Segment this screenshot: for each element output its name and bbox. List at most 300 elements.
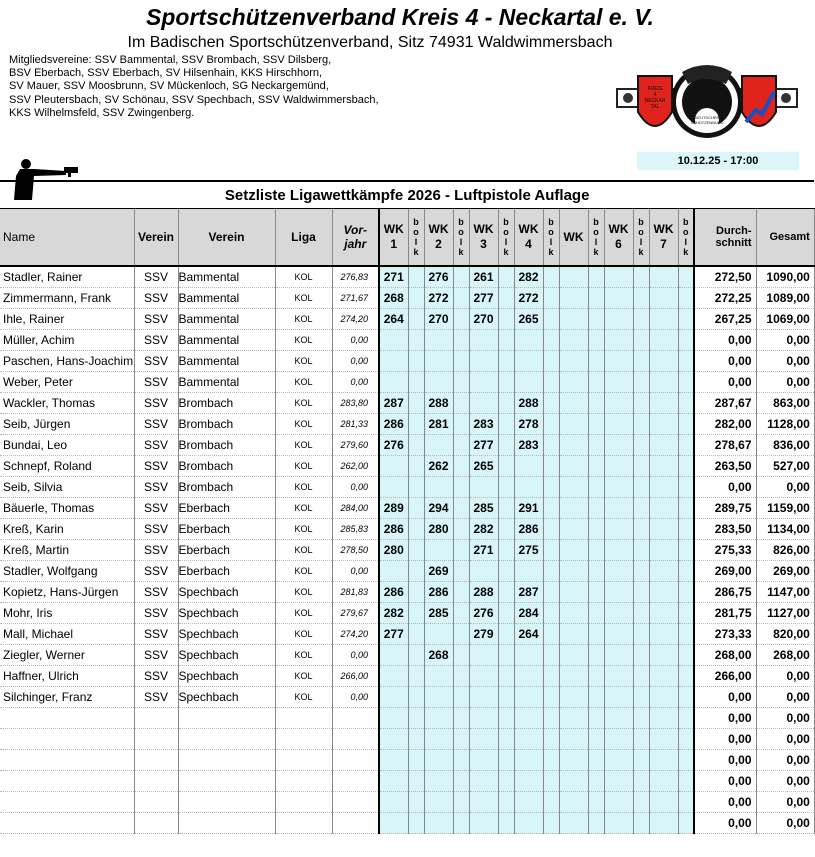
score-wk-4 xyxy=(514,477,543,498)
score-wk-7 xyxy=(649,309,678,330)
bolk-cell xyxy=(408,540,424,561)
header-bolk-letter: o xyxy=(638,227,644,237)
previous-year-avg: 283,80 xyxy=(332,393,379,414)
score-wk-3: 270 xyxy=(469,309,498,330)
score-wk-3: 282 xyxy=(469,519,498,540)
bolk-cell xyxy=(588,813,604,834)
score-wk-5 xyxy=(559,750,588,771)
bolk-cell xyxy=(408,750,424,771)
score-wk-6 xyxy=(604,750,633,771)
bolk-cell xyxy=(498,750,514,771)
club-name: Bammental xyxy=(178,351,275,372)
previous-year-avg: 0,00 xyxy=(332,372,379,393)
league: KOL xyxy=(275,288,332,309)
bolk-cell xyxy=(543,330,559,351)
total: 0,00 xyxy=(756,330,814,351)
shooter-name xyxy=(0,771,134,792)
score-wk-7 xyxy=(649,288,678,309)
table-row xyxy=(0,435,814,456)
score-wk-2 xyxy=(424,372,453,393)
score-wk-7 xyxy=(649,266,678,288)
bolk-cell xyxy=(588,330,604,351)
score-wk-7 xyxy=(649,414,678,435)
score-wk-5 xyxy=(559,771,588,792)
bolk-cell xyxy=(453,498,469,519)
bolk-cell xyxy=(498,540,514,561)
header-wk-5 xyxy=(559,209,588,267)
bolk-cell xyxy=(408,266,424,288)
bolk-cell xyxy=(543,435,559,456)
score-wk-6 xyxy=(604,330,633,351)
score-wk-4 xyxy=(514,771,543,792)
bolk-cell xyxy=(453,792,469,813)
score-wk-1: 286 xyxy=(379,519,408,540)
bolk-cell xyxy=(678,477,694,498)
bolk-cell xyxy=(588,288,604,309)
score-wk-7 xyxy=(649,666,678,687)
score-wk-2: 285 xyxy=(424,603,453,624)
score-wk-6 xyxy=(604,792,633,813)
logo-text: NECKAR xyxy=(644,98,666,104)
total: 0,00 xyxy=(756,351,814,372)
bolk-cell xyxy=(588,582,604,603)
table-row xyxy=(0,477,814,498)
club-prefix: SSV xyxy=(134,498,178,519)
previous-year-avg: 278,50 xyxy=(332,540,379,561)
score-wk-6 xyxy=(604,624,633,645)
score-wk-5 xyxy=(559,330,588,351)
bolk-cell xyxy=(633,729,649,750)
club-prefix: SSV xyxy=(134,540,178,561)
bolk-cell xyxy=(588,393,604,414)
score-wk-4: 275 xyxy=(514,540,543,561)
score-wk-3 xyxy=(469,729,498,750)
bolk-cell xyxy=(543,456,559,477)
header-wk-label: WK xyxy=(608,222,629,236)
score-wk-1 xyxy=(379,561,408,582)
score-wk-1 xyxy=(379,792,408,813)
score-wk-6 xyxy=(604,288,633,309)
bolk-cell xyxy=(408,288,424,309)
score-wk-1 xyxy=(379,372,408,393)
score-wk-1 xyxy=(379,645,408,666)
bolk-cell xyxy=(633,792,649,813)
bolk-cell xyxy=(453,666,469,687)
bolk-cell xyxy=(678,519,694,540)
bolk-cell xyxy=(453,414,469,435)
score-wk-1 xyxy=(379,351,408,372)
logo-text: 4 xyxy=(653,92,657,98)
club-prefix: SSV xyxy=(134,309,178,330)
bolk-cell xyxy=(453,624,469,645)
bolk-cell xyxy=(453,708,469,729)
bolk-cell xyxy=(678,498,694,519)
shooter-name: Kopietz, Hans-Jürgen xyxy=(0,582,134,603)
shooter-name xyxy=(0,750,134,771)
score-wk-5 xyxy=(559,414,588,435)
average: 289,75 xyxy=(694,498,756,519)
club-prefix: SSV xyxy=(134,288,178,309)
table-row xyxy=(0,792,814,813)
score-wk-2: 280 xyxy=(424,519,453,540)
total: 0,00 xyxy=(756,477,814,498)
bolk-cell xyxy=(543,351,559,372)
average: 0,00 xyxy=(694,792,756,813)
bolk-cell xyxy=(453,435,469,456)
bolk-cell xyxy=(588,372,604,393)
league: KOL xyxy=(275,456,332,477)
bolk-cell xyxy=(678,372,694,393)
header-bolk-letter: k xyxy=(458,247,464,257)
header-bolk xyxy=(453,209,469,267)
header-wk-7 xyxy=(649,209,678,267)
bolk-cell xyxy=(678,666,694,687)
bolk-cell xyxy=(633,351,649,372)
header-bolk-letter: b xyxy=(458,217,464,227)
bolk-cell xyxy=(408,351,424,372)
previous-year-avg xyxy=(332,813,379,834)
club-name: Bammental xyxy=(178,266,275,288)
header-bolk-letter: o xyxy=(548,227,554,237)
header-wk-label: WK xyxy=(428,222,449,236)
club-name xyxy=(178,792,275,813)
bolk-cell xyxy=(453,393,469,414)
club-prefix xyxy=(134,708,178,729)
average: 269,00 xyxy=(694,561,756,582)
club-prefix xyxy=(134,771,178,792)
average: 272,25 xyxy=(694,288,756,309)
score-wk-1: 268 xyxy=(379,288,408,309)
bolk-cell xyxy=(588,792,604,813)
score-wk-4: 272 xyxy=(514,288,543,309)
bolk-cell xyxy=(498,687,514,708)
score-wk-1 xyxy=(379,666,408,687)
member-clubs-line: KKS Wilhelmsfeld, SSV Zwingenberg. xyxy=(9,106,195,119)
bolk-cell xyxy=(408,729,424,750)
bolk-cell xyxy=(498,351,514,372)
header-bolk-letter: b xyxy=(593,217,599,227)
bolk-cell xyxy=(633,288,649,309)
previous-year-avg: 284,00 xyxy=(332,498,379,519)
header-liga: Liga xyxy=(275,209,332,267)
club-prefix: SSV xyxy=(134,561,178,582)
shooter-name: Mall, Michael xyxy=(0,624,134,645)
header-wk-number: 7 xyxy=(660,237,667,251)
table-row xyxy=(0,456,814,477)
header-wk-2 xyxy=(424,209,453,267)
bolk-cell xyxy=(498,456,514,477)
score-wk-5 xyxy=(559,582,588,603)
bolk-cell xyxy=(633,477,649,498)
bolk-cell xyxy=(633,645,649,666)
score-wk-7 xyxy=(649,813,678,834)
club-prefix: SSV xyxy=(134,266,178,288)
score-wk-6 xyxy=(604,687,633,708)
bolk-cell xyxy=(633,582,649,603)
score-wk-3 xyxy=(469,561,498,582)
bolk-cell xyxy=(633,624,649,645)
previous-year-avg xyxy=(332,708,379,729)
bolk-cell xyxy=(453,561,469,582)
club-prefix: SSV xyxy=(134,330,178,351)
bolk-cell xyxy=(453,330,469,351)
score-wk-1: 264 xyxy=(379,309,408,330)
club-prefix: SSV xyxy=(134,624,178,645)
score-wk-5 xyxy=(559,813,588,834)
club-name: Spechbach xyxy=(178,624,275,645)
bolk-cell xyxy=(678,288,694,309)
score-wk-6 xyxy=(604,771,633,792)
bolk-cell xyxy=(543,750,559,771)
score-wk-5 xyxy=(559,729,588,750)
bolk-cell xyxy=(453,519,469,540)
total: 268,00 xyxy=(756,645,814,666)
bolk-cell xyxy=(633,266,649,288)
score-wk-6 xyxy=(604,540,633,561)
score-wk-4: 291 xyxy=(514,498,543,519)
score-wk-6 xyxy=(604,519,633,540)
score-wk-6 xyxy=(604,266,633,288)
shooter-name: Seib, Jürgen xyxy=(0,414,134,435)
header-bolk-letter: b xyxy=(503,217,509,227)
score-wk-6 xyxy=(604,393,633,414)
previous-year-avg xyxy=(332,729,379,750)
shooter-name: Wackler, Thomas xyxy=(0,393,134,414)
score-wk-7 xyxy=(649,771,678,792)
header-durchschnitt-line: schnitt xyxy=(715,237,752,249)
shooter-name: Schnepf, Roland xyxy=(0,456,134,477)
score-wk-3 xyxy=(469,708,498,729)
header-bolk xyxy=(498,209,514,267)
page-subtitle: Im Badischen Sportschützenverband, Sitz 74931 Waldwimmersbach xyxy=(127,34,613,51)
league: KOL xyxy=(275,498,332,519)
shooter-name: Silchinger, Franz xyxy=(0,687,134,708)
club-prefix: SSV xyxy=(134,393,178,414)
bolk-cell xyxy=(543,666,559,687)
league: KOL xyxy=(275,561,332,582)
league: KOL xyxy=(275,540,332,561)
league: KOL xyxy=(275,393,332,414)
score-wk-1 xyxy=(379,771,408,792)
bolk-cell xyxy=(543,266,559,288)
club-name: Eberbach xyxy=(178,540,275,561)
bolk-cell xyxy=(408,372,424,393)
score-wk-5 xyxy=(559,624,588,645)
bolk-cell xyxy=(408,582,424,603)
score-wk-1: 286 xyxy=(379,414,408,435)
logo-text: DEUTSCHER xyxy=(694,115,720,120)
club-prefix: SSV xyxy=(134,603,178,624)
average: 275,33 xyxy=(694,540,756,561)
header-bolk xyxy=(678,209,694,267)
club-name: Eberbach xyxy=(178,519,275,540)
league: KOL xyxy=(275,351,332,372)
score-wk-4: 286 xyxy=(514,519,543,540)
club-name: Bammental xyxy=(178,288,275,309)
bolk-cell xyxy=(588,603,604,624)
bolk-cell xyxy=(588,561,604,582)
score-wk-5 xyxy=(559,561,588,582)
shooter-name: Ziegler, Werner xyxy=(0,645,134,666)
score-wk-7 xyxy=(649,603,678,624)
score-wk-1: 277 xyxy=(379,624,408,645)
score-wk-3: 261 xyxy=(469,266,498,288)
bolk-cell xyxy=(543,372,559,393)
score-wk-6 xyxy=(604,309,633,330)
score-wk-3 xyxy=(469,393,498,414)
score-wk-2 xyxy=(424,435,453,456)
table-row xyxy=(0,771,814,792)
average: 267,25 xyxy=(694,309,756,330)
bolk-cell xyxy=(678,624,694,645)
score-wk-2: 286 xyxy=(424,582,453,603)
bolk-cell xyxy=(588,498,604,519)
bolk-cell xyxy=(408,456,424,477)
score-wk-3 xyxy=(469,645,498,666)
previous-year-avg: 0,00 xyxy=(332,687,379,708)
score-wk-5 xyxy=(559,309,588,330)
score-wk-6 xyxy=(604,435,633,456)
bolk-cell xyxy=(633,456,649,477)
score-wk-6 xyxy=(604,813,633,834)
shooter-name: Haffner, Ulrich xyxy=(0,666,134,687)
bolk-cell xyxy=(633,309,649,330)
score-wk-7 xyxy=(649,351,678,372)
shooter-name: Stadler, Rainer xyxy=(0,266,134,288)
score-wk-4 xyxy=(514,666,543,687)
bolk-cell xyxy=(678,792,694,813)
bolk-cell xyxy=(543,414,559,435)
league xyxy=(275,729,332,750)
total: 0,00 xyxy=(756,792,814,813)
bolk-cell xyxy=(408,477,424,498)
shooter-name: Paschen, Hans-Joachim xyxy=(0,351,134,372)
bolk-cell xyxy=(498,330,514,351)
score-wk-5 xyxy=(559,603,588,624)
bolk-cell xyxy=(543,309,559,330)
table-row xyxy=(0,666,814,687)
member-clubs-line: BSV Eberbach, SSV Eberbach, SV Hilsenhain, KKS Hirschhorn, xyxy=(9,67,323,80)
header-wk-number: 1 xyxy=(390,237,398,251)
previous-year-avg xyxy=(332,771,379,792)
bolk-cell xyxy=(543,645,559,666)
header-wk-label: WK xyxy=(563,229,584,244)
header-bolk-letter: l xyxy=(414,237,418,247)
bolk-cell xyxy=(588,645,604,666)
header-wk-label: WK xyxy=(653,222,674,236)
bolk-cell xyxy=(678,813,694,834)
bolk-cell xyxy=(408,603,424,624)
previous-year-avg: 279,60 xyxy=(332,435,379,456)
club-name xyxy=(178,771,275,792)
score-wk-6 xyxy=(604,729,633,750)
bolk-cell xyxy=(543,477,559,498)
bolk-cell xyxy=(588,729,604,750)
bolk-cell xyxy=(633,540,649,561)
header-wk-label: WK xyxy=(473,222,494,236)
table-row xyxy=(0,750,814,771)
score-wk-3: 288 xyxy=(469,582,498,603)
score-wk-3 xyxy=(469,813,498,834)
bolk-cell xyxy=(408,771,424,792)
bolk-cell xyxy=(633,750,649,771)
score-wk-1: 282 xyxy=(379,603,408,624)
club-name: Spechbach xyxy=(178,687,275,708)
total: 1159,00 xyxy=(756,498,814,519)
header-gesamt: Gesamt xyxy=(756,209,814,267)
club-name: Brombach xyxy=(178,456,275,477)
page-title: Sportschützenverband Kreis 4 - Neckartal e. V. xyxy=(146,4,654,30)
bolk-cell xyxy=(498,771,514,792)
club-name xyxy=(178,729,275,750)
member-clubs-line: SSV Pleutersbach, SV Schönau, SSV Spechbach, SSV Waldwimmersbach, xyxy=(9,93,379,106)
bolk-cell xyxy=(678,393,694,414)
score-wk-7 xyxy=(649,477,678,498)
bolk-cell xyxy=(453,771,469,792)
total: 0,00 xyxy=(756,666,814,687)
score-wk-4 xyxy=(514,813,543,834)
bolk-cell xyxy=(408,309,424,330)
bolk-cell xyxy=(498,498,514,519)
previous-year-avg: 271,67 xyxy=(332,288,379,309)
bolk-cell xyxy=(678,582,694,603)
header-bolk-letter: o xyxy=(683,227,689,237)
bolk-cell xyxy=(543,393,559,414)
bolk-cell xyxy=(498,477,514,498)
score-wk-5 xyxy=(559,372,588,393)
score-wk-4 xyxy=(514,456,543,477)
ranking-table xyxy=(0,180,815,834)
bolk-cell xyxy=(543,771,559,792)
header-bolk-letter: l xyxy=(684,237,687,247)
bolk-cell xyxy=(633,666,649,687)
table-row xyxy=(0,540,814,561)
table-row xyxy=(0,351,814,372)
header-name: Name xyxy=(0,209,134,267)
score-wk-6 xyxy=(604,708,633,729)
header-bolk-letter: k xyxy=(638,247,644,257)
header-verein: Verein xyxy=(178,209,275,267)
shooter-name: Bäuerle, Thomas xyxy=(0,498,134,519)
bolk-cell xyxy=(678,750,694,771)
bolk-cell xyxy=(633,498,649,519)
league xyxy=(275,750,332,771)
previous-year-avg: 279,67 xyxy=(332,603,379,624)
score-wk-7 xyxy=(649,519,678,540)
logo-text: TAL xyxy=(650,104,660,110)
total: 826,00 xyxy=(756,540,814,561)
table-row xyxy=(0,582,814,603)
score-wk-2: 294 xyxy=(424,498,453,519)
average: 0,00 xyxy=(694,708,756,729)
previous-year-avg xyxy=(332,750,379,771)
club-prefix: SSV xyxy=(134,666,178,687)
score-wk-7 xyxy=(649,729,678,750)
club-prefix xyxy=(134,792,178,813)
shooter-name: Seib, Silvia xyxy=(0,477,134,498)
score-wk-4 xyxy=(514,792,543,813)
date-stamp: 10.12.25 - 17:00 xyxy=(637,152,799,170)
table-row xyxy=(0,729,814,750)
club-name: Brombach xyxy=(178,477,275,498)
bolk-cell xyxy=(408,414,424,435)
score-wk-2: 288 xyxy=(424,393,453,414)
club-prefix: SSV xyxy=(134,456,178,477)
bolk-cell xyxy=(453,687,469,708)
bolk-cell xyxy=(588,266,604,288)
league: KOL xyxy=(275,645,332,666)
bolk-cell xyxy=(543,603,559,624)
